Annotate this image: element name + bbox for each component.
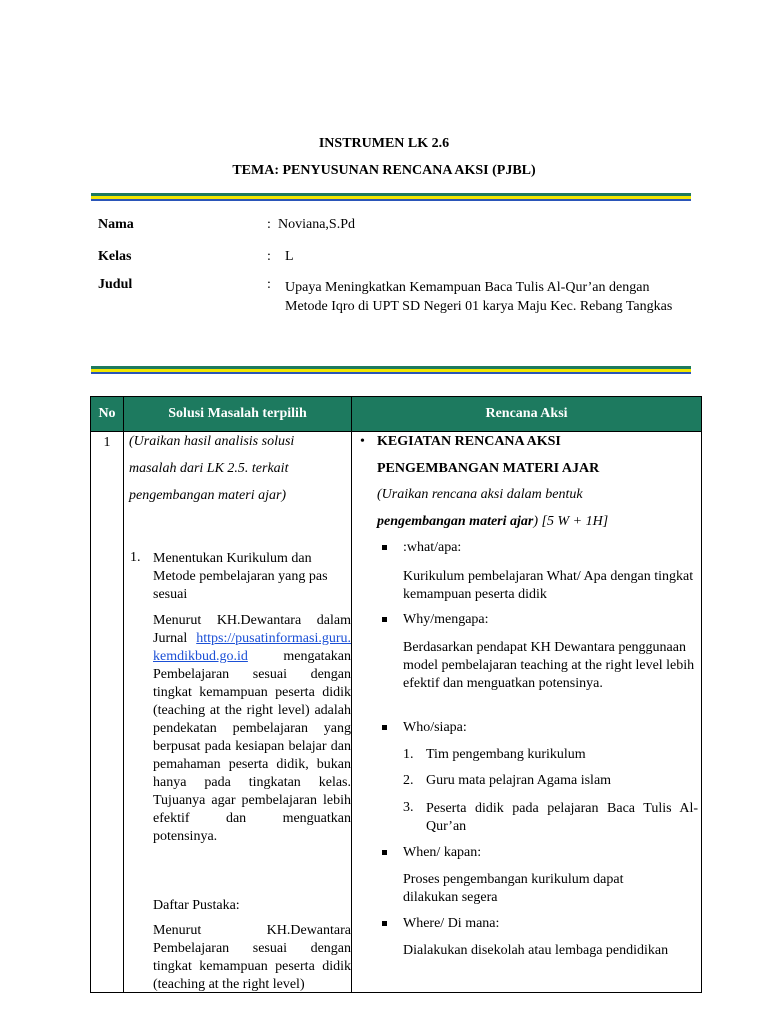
kelas-value: L xyxy=(285,249,294,264)
table-row xyxy=(91,432,702,993)
square-bullet-icon xyxy=(382,921,387,926)
document-title: INSTRUMEN LK 2.6 xyxy=(318,136,450,151)
what-label: :what/apa: xyxy=(403,540,462,555)
table-header-row xyxy=(91,397,702,432)
solusi-paragraph-2: Menurut KH.Dewantara Pembelajaran sesuai dengan tingkat kemampuan peserta didik (teaching at the right level) xyxy=(153,923,351,992)
header-rencana: Rencana Aksi xyxy=(352,397,702,432)
solusi-intro-line1: (Uraikan hasil analisis solusi xyxy=(129,434,295,449)
rencana-instruction-bold: pengembangan materi ajar xyxy=(377,514,534,529)
who-item-2-number: 2. xyxy=(403,773,414,788)
judul-value: Upaya Meningkatkan Kemampuan Baca Tulis Al-Qur’an dengan Metode Iqro di UPT SD Negeri 01 karya Maju Kec. Rebang Tangkas xyxy=(285,280,673,314)
rencana-instruction-end: ) [5 W + 1H] xyxy=(533,514,609,529)
when-text: Proses pengembangan kurikulum dapat dilakukan segera xyxy=(403,872,624,905)
square-bullet-icon xyxy=(382,725,387,730)
who-item-3-text: Peserta didik pada pelajaran Baca Tulis Al-Qur’an xyxy=(426,801,698,834)
kelas-colon: : xyxy=(267,249,271,264)
header-divider-top xyxy=(91,193,691,201)
solusi-paragraph xyxy=(153,612,351,846)
square-bullet-icon xyxy=(382,617,387,622)
pusatinformasi-link[interactable]: https://pusatinformasi.guru.kemdikbud.go.id xyxy=(153,631,351,664)
where-text: Dialakukan disekolah atau lembaga pendidikan xyxy=(403,943,669,958)
why-label: Why/mengapa: xyxy=(403,612,489,627)
nama-label: Nama xyxy=(98,217,134,232)
solusi-intro-line2: masalah dari LK 2.5. terkait xyxy=(129,461,289,476)
daftar-pustaka-label: Daftar Pustaka: xyxy=(153,898,240,913)
when-label: When/ kapan: xyxy=(403,845,482,860)
nama-colon: : xyxy=(267,217,271,232)
solusi-intro-line3: pengembangan materi ajar) xyxy=(129,488,287,503)
solusi-content xyxy=(124,432,351,992)
who-item-2-text: Guru mata pelajran Agama islam xyxy=(426,773,612,788)
solusi-item-text: Menentukan Kurikulum dan Metode pembelajaran yang pas sesuai xyxy=(153,551,328,602)
rencana-content xyxy=(352,432,701,992)
who-item-1-number: 1. xyxy=(403,747,414,762)
rencana-cell xyxy=(352,432,702,993)
header-solusi: Solusi Masalah terpilih xyxy=(124,397,352,432)
solusi-cell xyxy=(124,432,352,993)
rencana-instruction-line1: (Uraikan rencana aksi dalam bentuk xyxy=(377,487,583,502)
who-item-1-text: Tim pengembang kurikulum xyxy=(426,747,586,762)
rencana-heading-line2: PENGEMBANGAN MATERI AJAR xyxy=(377,461,600,476)
round-bullet-icon: • xyxy=(360,434,365,449)
row-number-cell xyxy=(91,432,124,993)
square-bullet-icon xyxy=(382,545,387,550)
solusi-para-after-link: mengatakan Pembelajaran sesuai dengan tingkat kemampuan peserta didik (teaching at the right level) adalah pendekatan pembelajaran yang berpusat pada kesiapan belajar dan pemahaman peserta didik, bukan hanya pada tingkatan kelas. Tujuanya agar pembelajaran lebih efektif dan menguatkan potensinya. xyxy=(153,649,351,844)
why-text: Berdasarkan pendapat KH Dewantara penggunaan model pembelajaran teaching at the right level lebih efektif dan menguatkan potensinya. xyxy=(403,640,695,691)
nama-value: Noviana,S.Pd xyxy=(278,217,355,232)
what-text: Kurikulum pembelajaran What/ Apa dengan tingkat kemampuan peserta didik xyxy=(403,569,694,602)
kelas-label: Kelas xyxy=(98,249,132,264)
header-no: No xyxy=(91,397,124,432)
solusi-para-before-link: Menurut KH.Dewantara dalam Jurnal xyxy=(153,613,351,646)
rencana-heading-line1: KEGIATAN RENCANA AKSI xyxy=(377,434,561,449)
who-item-3-number: 3. xyxy=(403,800,414,815)
square-bullet-icon xyxy=(382,850,387,855)
judul-colon: : xyxy=(267,277,271,292)
header-divider-bottom xyxy=(91,366,691,374)
where-label: Where/ Di mana: xyxy=(403,916,500,931)
solusi-item-number: 1. xyxy=(130,550,141,565)
who-label: Who/siapa: xyxy=(403,720,467,735)
rencana-instruction-line2 xyxy=(377,514,608,530)
row-number: 1 xyxy=(103,435,111,450)
judul-label: Judul xyxy=(98,277,133,292)
document-subtitle: TEMA: PENYUSUNAN RENCANA AKSI (PJBL) xyxy=(232,163,536,178)
action-plan-table xyxy=(90,396,702,993)
